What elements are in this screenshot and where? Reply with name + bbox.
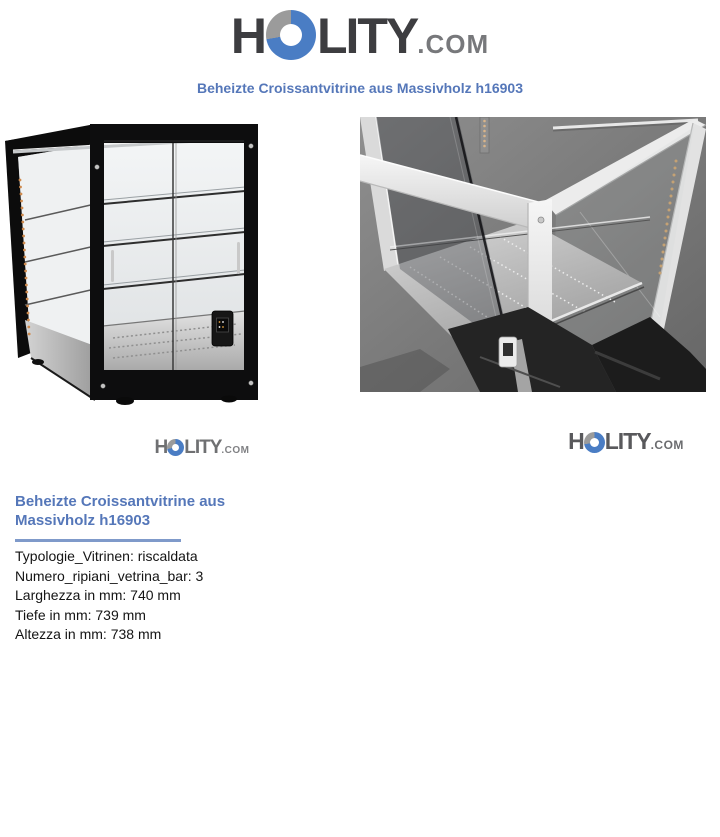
heading-divider: [15, 539, 181, 542]
spec-label: Typologie_Vitrinen: [15, 548, 130, 564]
logo-tld: .COM: [417, 29, 490, 59]
page-title: Beheizte Croissantvitrine aus Massivholz h16903: [196, 80, 523, 96]
spec-row-tiefe: [15, 606, 203, 626]
spec-value: riscaldata: [137, 548, 198, 564]
spec-label: Altezza in mm: [15, 626, 103, 642]
black-vitrine-illustration: [5, 110, 297, 405]
spec-label: Larghezza in mm: [15, 587, 123, 603]
led-strip-back: [480, 117, 489, 153]
spec-label: Numero_ripiani_vetrina_bar: [15, 567, 188, 584]
holity-ring-icon: [167, 439, 184, 456]
logo-suffix: LITY: [604, 428, 651, 454]
control-panel: [212, 311, 233, 346]
logo-tld: .COM: [650, 438, 684, 452]
spec-row-typologie: [15, 547, 203, 567]
holity-watermark-right: [566, 430, 686, 453]
spec-separator: :: [122, 587, 131, 603]
logo-suffix: LITY: [316, 8, 418, 64]
holity-watermark-left: [152, 438, 252, 457]
spec-row-larghezza: [15, 586, 203, 606]
product-heading: Beheizte Croissantvitrine aus Massivholz h16903: [15, 493, 226, 529]
product-image-right[interactable]: [360, 117, 706, 392]
logo-tld: .COM: [221, 445, 250, 456]
spec-value: 738 mm: [110, 626, 162, 642]
logo-prefix: H: [154, 437, 168, 458]
spec-separator: :: [87, 606, 96, 623]
spec-list: [15, 547, 203, 645]
spec-separator: :: [129, 548, 138, 564]
logo-prefix: H: [230, 8, 265, 64]
holity-logo[interactable]: [0, 8, 720, 64]
spec-value: 3: [195, 567, 204, 584]
control-box: [499, 337, 517, 367]
white-vitrine-illustration: [360, 117, 706, 392]
spec-separator: :: [102, 626, 111, 642]
logo-suffix: LITY: [184, 437, 222, 458]
spec-value: 739 mm: [95, 606, 146, 623]
spec-label: Tiefe in mm: [15, 606, 88, 623]
holity-ring-icon: [266, 10, 316, 60]
spec-row-altezza: [15, 625, 203, 645]
spec-value: 740 mm: [130, 587, 181, 603]
logo-prefix: H: [568, 428, 584, 454]
product-image-left[interactable]: [5, 110, 297, 405]
spec-separator: :: [187, 567, 196, 584]
holity-ring-icon: [584, 432, 605, 453]
spec-row-ripiani: [15, 567, 203, 587]
